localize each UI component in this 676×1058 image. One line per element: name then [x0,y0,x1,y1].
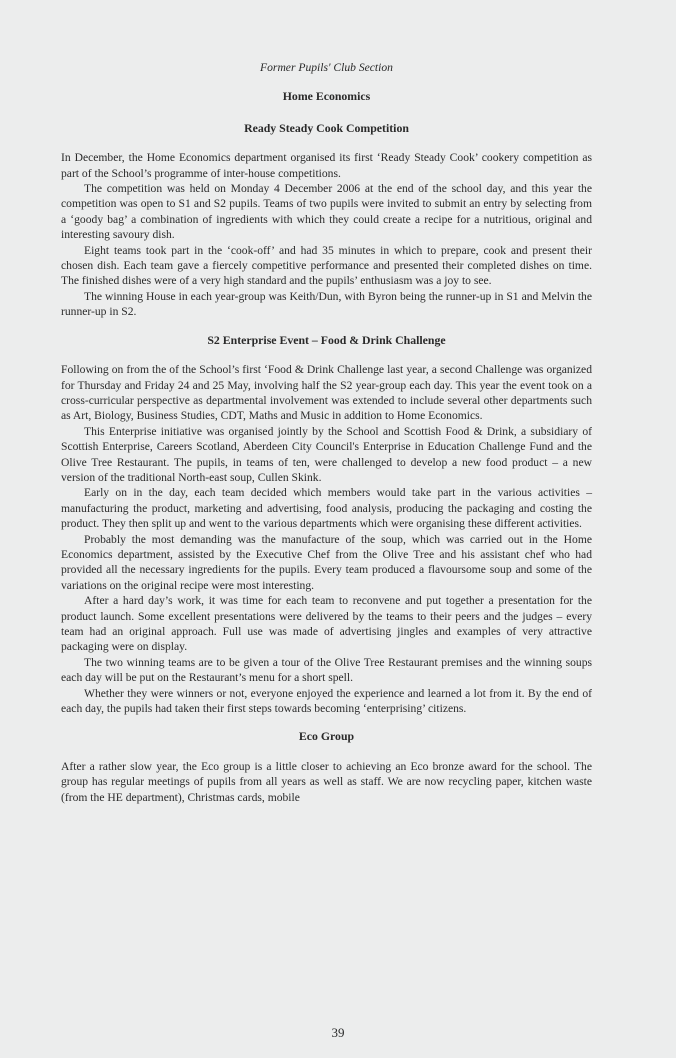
heading-s2-enterprise-event: S2 Enterprise Event – Food & Drink Challenge [207,332,446,347]
section-label: Former Pupils' Club Section [260,61,393,74]
heading-eco-group: Eco Group [298,729,355,744]
paragraph: The winning House in each year-group was Keith/Dun, with Byron being the runner-up in S1 and Melvin the runner-up in S2. [61,289,592,319]
paragraph: Following on from the of the School’s first ‘Food & Drink Challenge last year, a second Challenge was organized for Thursday and Friday 24 and 25 May, involving half the S2 year-group each day. This year the event took on a cross-curricular perspective as departmental involvement was extended to include several other departments such as Art, Biology, Business Studies, CDT, Maths and Music in addition to Home Economics. [61,363,592,423]
paragraph: The two winning teams are to be given a tour of the Olive Tree Restaurant premises and the winning soups each day will be put on the Restaurant’s menu for a short spell. [61,655,592,685]
paragraph: Probably the most demanding was the manufacture of the soup, which was carried out in the Home Economics department, assisted by the Executive Chef from the Olive Tree and his assistant chef who had provided all the necessary ingredients for the pupils. Every team produced a flavoursome soup and some of the variations on the original recipe were most interesting. [61,532,592,592]
paragraph: After a rather slow year, the Eco group is a little closer to achieving an Eco bronze award for the school. The group has regular meetings of pupils from all years as well as staff. We are now recycling paper, kitchen waste (from the HE department), Christmas cards, mobile [61,759,592,804]
paragraph: This Enterprise initiative was organised jointly by the School and Scottish Food & Drink, a subsidiary of Scottish Enterprise, Careers Scotland, Aberdeen City Council's Enterprise in Education Challenge Fund and the Olive Tree Restaurant. The pupils, in teams of ten, were challenged to develop a new food product – a new version of the traditional North-east soup, Cullen Skink. [61,424,592,484]
page-number: 39 [331,1025,345,1040]
paragraph: The competition was held on Monday 4 December 2006 at the end of the school day, and this year the competition was open to S1 and S2 pupils. Teams of two pupils were invited to submit an entry by selecting from a ‘goody bag’ a combination of ingredients with which they could create a recipe for a nutritious, original and interesting savoury dish. [61,182,592,242]
heading-ready-steady-cook: Ready Steady Cook Competition [244,120,409,135]
paragraph: Early on in the day, each team decided which members would take part in the various activities – manufacturing the product, marketing and advertising, food analysis, producing the packaging and costing the product. They then split up and went to the various departments which were organising these different activities. [61,486,592,531]
paragraph: In December, the Home Economics department organised its first ‘Ready Steady Cook’ cookery competition as part of the School’s programme of inter-house competitions. [61,151,592,180]
paragraph: Whether they were winners or not, everyone enjoyed the experience and learned a lot from it. By the end of each day, the pupils had taken their first steps towards becoming ‘enterprising’ citizens. [61,686,592,716]
paragraph: After a hard day’s work, it was time for each team to reconvene and put together a presentation for the product launch. Some excellent presentations were delivered by the teams to their peers and the judges – every team had an original approach. Full use was made of advertising jingles and examples of very attractive packaging were on display. [61,594,592,654]
page-title: Home Economics [282,89,371,104]
paragraph: Eight teams took part in the ‘cook-off’ and had 35 minutes in which to prepare, cook and present their chosen dish. Each team gave a fiercely competitive performance and presented their completed dishes on time. The finished dishes were of a very high standard and the pupils’ enthusiasm was a joy to see. [61,243,592,288]
page-content [61,60,592,805]
